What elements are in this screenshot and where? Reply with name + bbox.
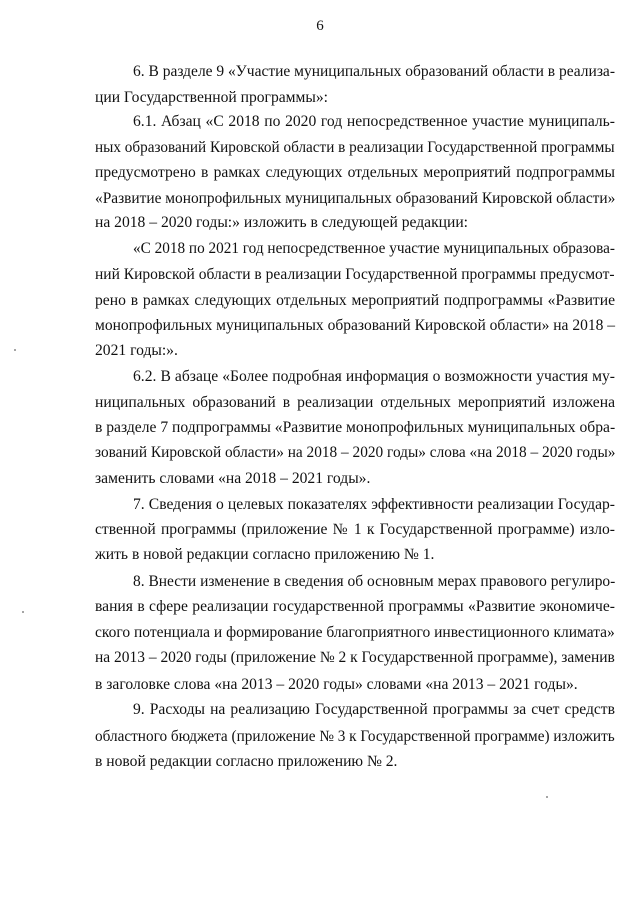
text-line: ского потенциала и формирование благоприятного инвестиционного климата» <box>95 624 615 641</box>
text-line: ных образований Кировской области в реализации Государственной программы <box>95 139 615 156</box>
text-line: в новой редакции согласно приложению № 2. <box>95 753 398 770</box>
text-line: монопрофильных муниципальных образований Кировской области» на 2018 – <box>95 317 616 334</box>
text-line: зований Кировской области» на 2018 – 2020 годы» слова «на 2018 – 2020 годы» <box>95 444 616 461</box>
page-number: 6 <box>316 18 324 34</box>
text-line: 6. В разделе 9 «Участие муниципальных образований области в реализа- <box>133 63 615 80</box>
text-line: в разделе 7 подпрограммы «Развитие монопрофильных муниципальных обра- <box>95 419 616 436</box>
text-line: ниципальных образований в реализации отдельных мероприятий изложена <box>95 394 615 411</box>
text-line: «С 2018 по 2021 год непосредственное участие муниципальных образова- <box>133 240 616 257</box>
text-line: ний Кировской области в реализации Государственной программы предусмот- <box>95 266 615 283</box>
scan-speck <box>22 611 24 613</box>
text-line: 9. Расходы на реализацию Государственной программы за счет средств <box>133 701 615 718</box>
text-line: 8. Внести изменение в сведения об основным мерах правового регулиро- <box>133 573 616 590</box>
scan-speck <box>14 349 16 351</box>
text-line: в заголовке слова «на 2013 – 2020 годы» словами «на 2013 – 2021 годы». <box>95 676 578 693</box>
text-line: ции Государственной программы»: <box>95 89 328 106</box>
text-line: на 2018 – 2020 годы:» изложить в следующей редакции: <box>95 214 469 231</box>
scan-speck <box>546 796 548 798</box>
text-line: жить в новой редакции согласно приложению № 1. <box>95 546 435 563</box>
text-line: на 2013 – 2020 годы (приложение № 2 к Государственной программе), заменив <box>95 649 615 666</box>
text-line: 2021 годы:». <box>95 342 178 359</box>
text-line: вания в сфере реализации государственной программы «Развитие экономиче- <box>95 598 615 615</box>
text-line: областного бюджета (приложение № 3 к Государственной программе) изложить <box>95 728 615 745</box>
text-line: предусмотрено в рамках следующих отдельных мероприятий подпрограммы <box>95 164 615 181</box>
text-line: заменить словами «на 2018 – 2021 годы». <box>95 470 371 487</box>
text-line: 6.2. В абзаце «Более подробная информация о возможности участия му- <box>133 368 615 385</box>
text-line: 7. Сведения о целевых показателях эффективности реализации Государ- <box>133 496 615 513</box>
text-line: 6.1. Абзац «С 2018 по 2020 год непосредственное участие муниципаль- <box>133 113 615 130</box>
text-line: рено в рамках следующих отдельных мероприятий подпрограммы «Развитие <box>95 292 615 309</box>
text-line: ственной программы (приложение № 1 к Государственной программе) изло- <box>95 521 615 538</box>
text-line: «Развитие монопрофильных муниципальных образований Кировской области» <box>95 190 616 207</box>
